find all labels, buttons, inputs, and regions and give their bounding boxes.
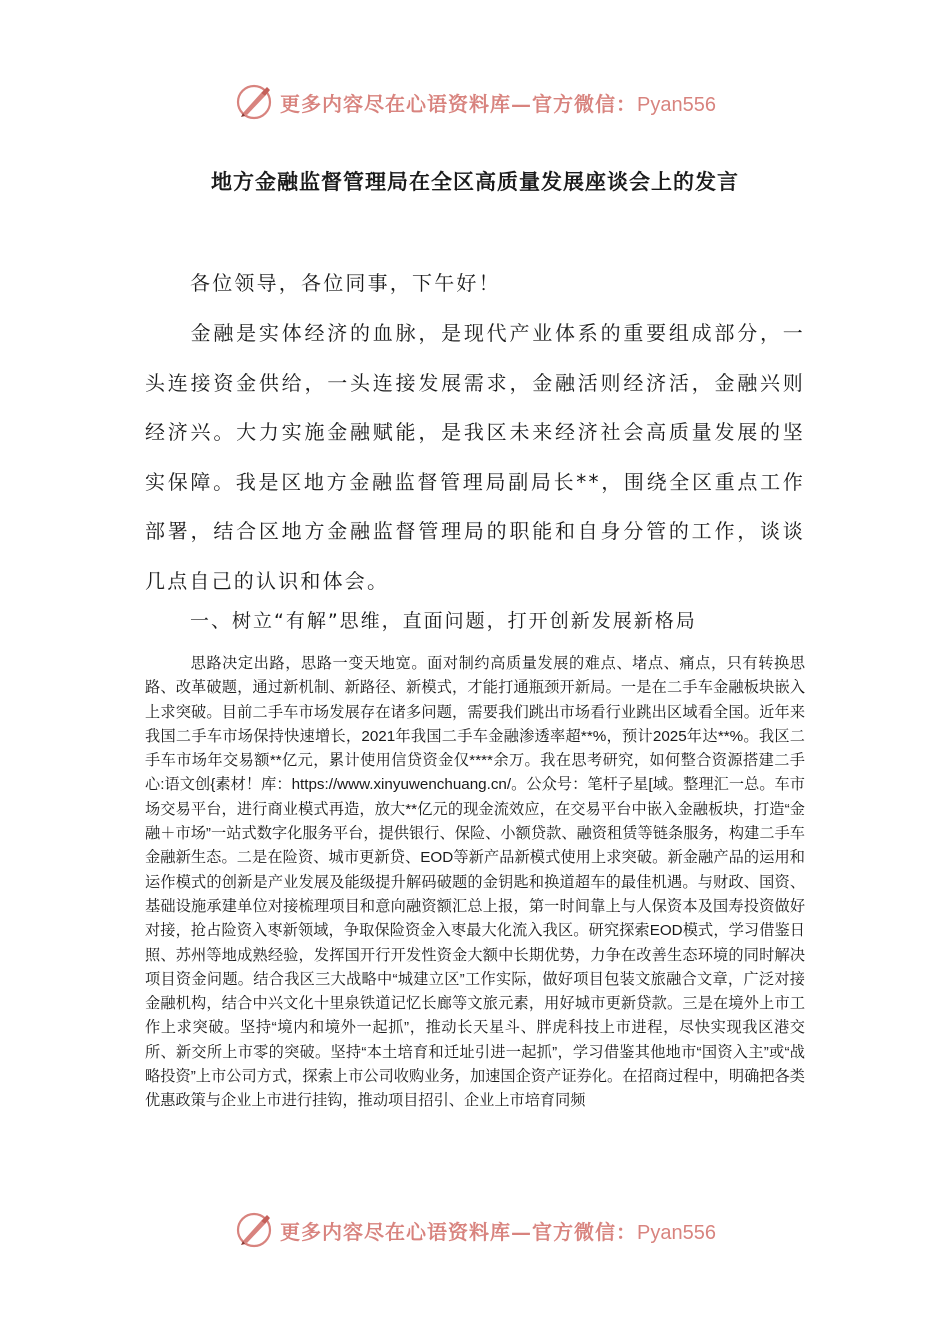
section-body-paragraph <box>145 652 805 1114</box>
watermark-wechat-id: Pyan556 <box>637 1221 716 1244</box>
watermark-label: 更多内容尽在心语资料库—官方微信： <box>280 91 638 116</box>
intro-paragraph <box>145 309 805 606</box>
watermark-wechat-id: Pyan556 <box>637 93 716 116</box>
watermark-text <box>280 1216 716 1245</box>
intro-text: 金融是实体经济的血脉，是现代产业体系的重要组成部分，一头连接资金供给，一头连接发展需求，金融活则经济活，金融兴则经济兴。大力实施金融赋能，是我区未来经济社会高质量发展的坚实保障。我是区地方金融监督管理局副局长**，围绕全区重点工作部署，结合区地方金融监督管理局的职能和自身分管的工作，谈谈几点自己的认识和体会。 <box>145 321 805 593</box>
section-heading: 一、树立“有解”思维，直面问题，打开创新发展新格局 <box>190 610 697 632</box>
footer-watermark-banner <box>0 1208 950 1252</box>
greeting-paragraph <box>145 259 805 309</box>
header-watermark-banner <box>0 80 950 124</box>
pen-logo-icon <box>234 1210 274 1250</box>
watermark-label: 更多内容尽在心语资料库—官方微信： <box>280 1219 638 1244</box>
greeting-text: 各位领导，各位同事，下午好！ <box>190 271 501 295</box>
watermark-text <box>280 88 716 117</box>
pen-logo-icon <box>234 82 274 122</box>
section-body-text: 思路决定出路，思路一变天地宽。面对制约高质量发展的难点、堵点、痛点，只有转换思路、改革破题，通过新机制、新路径、新模式，才能打通瓶颈开新局。一是在二手车金融板块嵌入上求突破。目前二手车市场发展存在诸多问题，需要我们跳出市场看行业跳出区域看全国。近年来我国二手车市场保持快速增长，2021年我国二手车金融渗透率超**%，预计2025年达**%。我区二手车市场年交易额**亿元，累计使用信贷资金仅****余万。我在思考研究，如何整合资源搭建二手心:语文创{素材！库：https://www.xinyuwenchuang.cn/。公众号：笔杆子星[域。整理汇一总。车市场交易平台，进行商业模式再造，放大**亿元的现金流效应，在交易平台中嵌入金融板块，打造“金融＋市场”一站式数字化服务平台，提供银行、保险、小额贷款、融资租赁等链条服务，构建二手车金融新生态。二是在险资、城市更新贷、EOD等新产品新模式使用上求突破。新金融产品的运用和运作模式的创新是产业发展及能级提升解码破题的金钥匙和换道超车的最佳机遇。与财政、国资、基础设施承建单位对接梳理项目和意向融资额汇总上报，第一时间靠上与人保资本及国寿投资做好对接，抢占险资入枣新领域，争取保险资金入枣最大化流入我区。研究探索EOD模式，学习借鉴日照、苏州等地成熟经验，发挥国开行开发性资金大额中长期优势，力争在改善生态环境的同时解决项目资金问题。结合我区三大战略中“城建立区”工作实际，做好项目包装文旅融合文章，广泛对接金融机构，结合中兴文化十里泉铁道记忆长廊等文旅元素，用好城市更新贷款。三是在境外上市工作上求突破。坚持“境内和境外一起抓”，推动长天星斗、胖虎科技上市进程，尽快实现我区港交所、新交所上市零的突破。坚持“本土培育和迁址引进一起抓”，学习借鉴其他地市“国资入主”或“战略投资”上市公司方式，探索上市公司收购业务，加速国企资产证券化。在招商过程中，明确把各类优惠政策与企业上市进行挂钩，推动项目招引、企业上市培育同频 <box>145 655 805 1110</box>
document-title: 地方金融监督管理局在全区高质量发展座谈会上的发言 <box>211 170 739 194</box>
